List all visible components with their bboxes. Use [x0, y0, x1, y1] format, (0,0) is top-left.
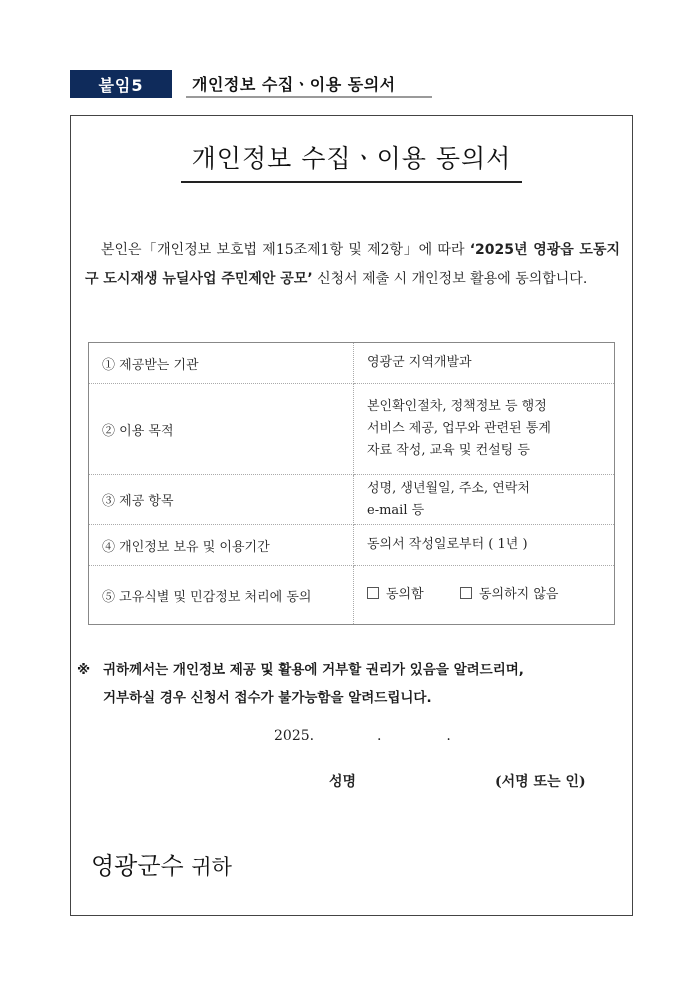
- signature-label: 성명: [329, 774, 357, 790]
- row-label: ③ 제공 항목: [89, 475, 354, 525]
- value-line: 본인확인절차, 정책정보 등 행정: [367, 399, 547, 414]
- date-day-sep: .: [446, 728, 451, 744]
- refusal-notice: [77, 656, 627, 712]
- row-label: ② 이용 목적: [89, 384, 354, 475]
- row-value: 영광군 지역개발과: [354, 343, 615, 384]
- date-month-sep: .: [377, 728, 382, 744]
- checkbox-agree[interactable]: [367, 587, 379, 599]
- addressee-suffix: 귀하: [191, 855, 232, 879]
- addressee-name: 영광군수: [91, 852, 184, 880]
- notice-line-1: 귀하께서는 개인정보 제공 및 활용에 거부할 권리가 있음을 알려드리며,: [103, 662, 524, 678]
- table-row: [89, 384, 615, 475]
- checkbox-disagree[interactable]: [460, 587, 472, 599]
- signature-hint: (서명 또는 인): [495, 774, 586, 790]
- row-value: [354, 384, 615, 475]
- intro-paragraph: [85, 236, 620, 294]
- row-label: ④ 개인정보 보유 및 이용기간: [89, 525, 354, 566]
- intro-text-2: 신청서 제출 시 개인정보 활용에 동의합니다.: [312, 271, 588, 287]
- addressee: [91, 846, 232, 881]
- value-line: 성명, 생년월일, 주소, 연락처: [367, 480, 530, 496]
- attachment-badge: 붙임5: [70, 70, 172, 98]
- consent-table: [88, 342, 615, 625]
- row-value: [354, 566, 615, 625]
- table-row: [89, 475, 615, 525]
- date-year: 2025.: [274, 728, 315, 744]
- attachment-title: 개인정보 수집ㆍ이용 동의서: [186, 70, 432, 98]
- value-line: 서비스 제공, 업무와 관련된 통계: [367, 421, 551, 436]
- row-label: ① 제공받는 기관: [89, 343, 354, 384]
- intro-text-1: 본인은「개인정보 보호법 제15조제1항 및 제2항」에 따라: [101, 242, 470, 258]
- disagree-label: 동의하지 않음: [478, 587, 559, 602]
- document-title: 개인정보 수집ㆍ이용 동의서: [181, 139, 522, 183]
- table-row: [89, 343, 615, 384]
- agree-label: 동의함: [386, 587, 424, 602]
- attachment-header: [70, 70, 432, 98]
- intro-bold-title: ‘2025년 영광읍 도동지구 도시재생 뉴딜사업 주민제안 공모’: [85, 242, 620, 287]
- consent-form-frame: [70, 115, 633, 916]
- date-field[interactable]: [274, 728, 451, 744]
- notice-line-2: 거부하실 경우 신청서 접수가 불가능함을 알려드립니다.: [103, 690, 432, 706]
- table-row: [89, 566, 615, 625]
- disagree-option[interactable]: [460, 587, 558, 602]
- row-value: [354, 475, 615, 525]
- value-line: e-mail 등: [367, 502, 425, 518]
- agree-option[interactable]: [367, 587, 424, 602]
- value-line: 자료 작성, 교육 및 컨설팅 등: [367, 443, 530, 458]
- row-label: ⑤ 고유식별 및 민감정보 처리에 동의: [89, 566, 354, 625]
- row-value: 동의서 작성일로부터 ( 1년 ): [354, 525, 615, 566]
- table-row: [89, 525, 615, 566]
- reference-mark-icon: ※: [77, 662, 91, 678]
